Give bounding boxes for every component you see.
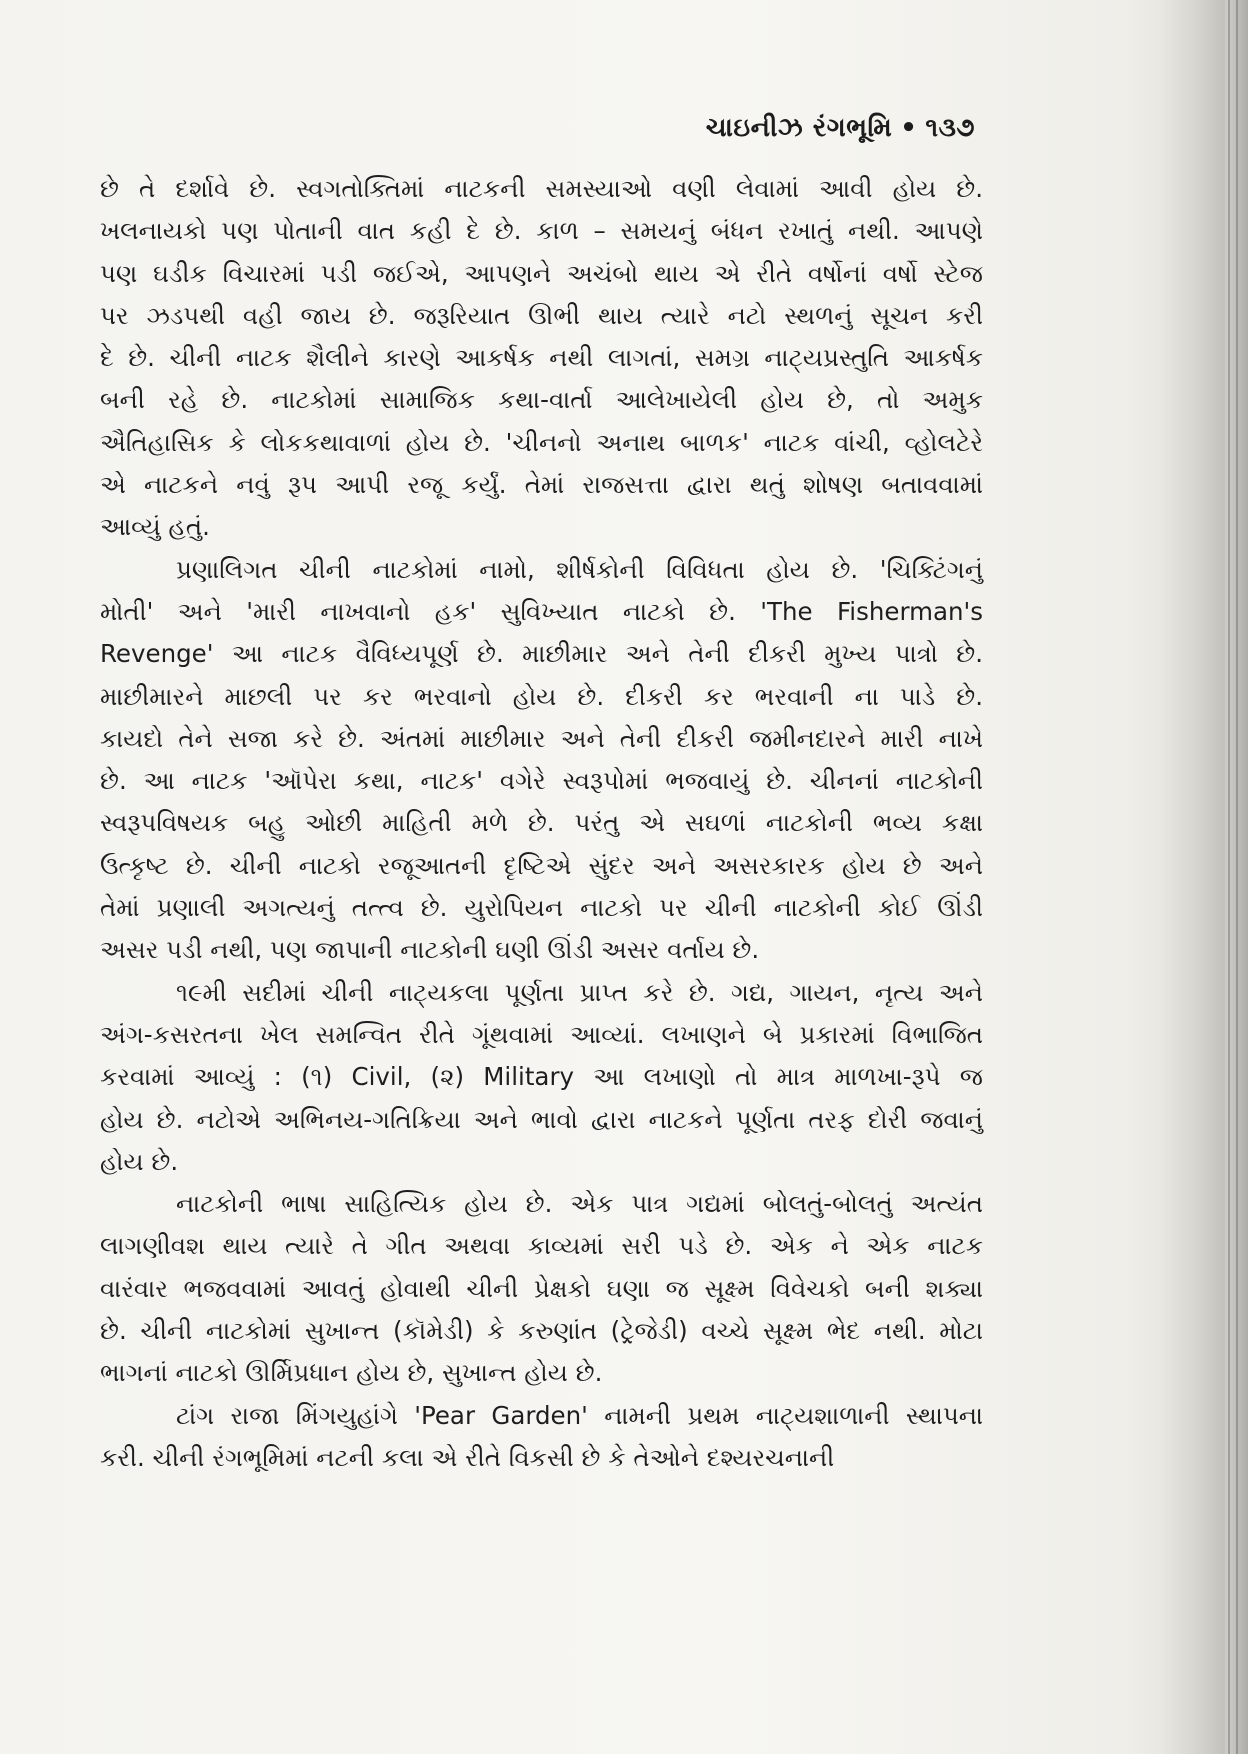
text-line: કાયદો તેને સજા કરે છે. અંતમાં માછીમાર અને તેની દીકરી જમીનદારને મારી નાખે — [100, 723, 983, 753]
text-line: ઉત્કૃષ્ટ છે. ચીની નાટકો રજૂઆતની દૃષ્ટિએ સુંદર અને અસરકારક હોય છે અને — [100, 850, 983, 880]
text-line: ઐતિહાસિક કે લોકકથાવાળાં હોય છે. 'ચીનનો અનાથ બાળક' નાટક વાંચી, વ્હોલટેરે — [100, 427, 983, 457]
text-line: કરી. ચીની રંગભૂમિમાં નટની કલા એ રીતે વિકસી છે કે તેઓને દશ્યરચનાની — [100, 1442, 835, 1472]
paragraph — [100, 972, 983, 1183]
body-text — [100, 168, 983, 1479]
text-line: ૧૯મી સદીમાં ચીની નાટ્યકલા પૂર્ણતા પ્રાપ્ત કરે છે. ગદ્ય, ગાયન, નૃત્ય અને — [176, 977, 983, 1007]
text-line: એ નાટકને નવું રૂપ આપી રજૂ કર્યું. તેમાં રાજસત્તા દ્વારા થતું શોષણ બતાવવામાં — [100, 470, 983, 500]
running-head-title: ચાઇનીઝ રંગભૂમિ — [705, 113, 893, 143]
text-line: છે. આ નાટક 'ઑપેરા કથા, નાટક' વગેરે સ્વરૂપોમાં ભજવાયું છે. ચીનનાં નાટકોની — [100, 766, 983, 796]
text-line: દે છે. ચીની નાટક શૈલીને કારણે આકર્ષક નથી લાગતાં, સમગ્ર નાટ્યપ્રસ્તુતિ આકર્ષક — [100, 343, 983, 373]
running-head — [706, 113, 975, 144]
paragraph — [100, 1395, 983, 1480]
text-line: ખલનાયકો પણ પોતાની વાત કહી દે છે. કાળ – સમયનું બંધન રખાતું નથી. આપણે — [100, 216, 983, 246]
text-line: હોય છે. નટોએ અભિનય-ગતિક્રિયા અને ભાવો દ્વારા નાટકને પૂર્ણતા તરફ દોરી જવાનું — [100, 1104, 983, 1134]
page-number: ૧૩૭ — [925, 113, 975, 143]
text-line: Revenge' આ નાટક વૈવિધ્યપૂર્ણ છે. માછીમાર અને તેની દીકરી મુખ્ય પાત્રો છે. — [100, 639, 983, 669]
text-line: પ્રણાલિગત ચીની નાટકોમાં નામો, શીર્ષકોની વિવિધતા હોય છે. 'ચિક્ટિંગનું — [176, 554, 983, 584]
text-line: વારંવાર ભજવવામાં આવતું હોવાથી ચીની પ્રેક્ષકો ઘણા જ સૂક્ષ્મ વિવેચકો બની શક્યા — [100, 1273, 983, 1303]
text-line: કરવામાં આવ્યું : (૧) Civil, (૨) Military આ લખાણો તો માત્ર માળખા-રૂપે જ — [100, 1062, 983, 1092]
running-head-separator: • — [900, 113, 918, 143]
text-line: છે. ચીની નાટકોમાં સુખાન્ત (કૉમેડી) કે કરુણાંત (ટ્રેજેડી) વચ્ચે સૂક્ષ્મ ભેદ નથી. મોટા — [100, 1316, 983, 1346]
page-edge-line — [1236, 0, 1238, 1754]
text-line: હોય છે. — [100, 1146, 179, 1176]
text-line: પણ ઘડીક વિચારમાં પડી જઈએ, આપણને અચંબો થાય એ રીતે વર્ષોનાં વર્ષો સ્ટેજ — [100, 258, 983, 288]
text-line: ભાગનાં નાટકો ઊર્મિપ્રધાન હોય છે, સુખાન્ત હોય છે. — [100, 1358, 603, 1388]
text-line: અંગ-કસરતના ખેલ સમન્વિત રીતે ગૂંથવામાં આવ્યાં. લખાણને બે પ્રકારમાં વિભાજિત — [100, 1019, 983, 1049]
text-line: માછીમારને માછલી પર કર ભરવાનો હોય છે. દીકરી કર ભરવાની ના પાડે છે. — [100, 681, 983, 711]
text-line: મોતી' અને 'મારી નાખવાનો હક' સુવિખ્યાત નાટકો છે. 'The Fisherman's — [100, 596, 983, 626]
text-line: ટાંગ રાજા મિંગયુહાંગે 'Pear Garden' નામની પ્રથમ નાટ્યશાળાની સ્થાપના — [176, 1400, 983, 1430]
text-line: પર ઝડપથી વહી જાય છે. જરૂરિયાત ઊભી થાય ત્યારે નટો સ્થળનું સૂચન કરી — [100, 300, 983, 330]
text-line: તેમાં પ્રણાલી અગત્યનું તત્ત્વ છે. યુરોપિયન નાટકો પર ચીની નાટકોની કોઈ ઊંડી — [100, 893, 983, 923]
text-line: સ્વરૂપવિષયક બહુ ઓછી માહિતી મળે છે. પરંતુ એ સઘળાં નાટકોની ભવ્ય કક્ષા — [100, 808, 983, 838]
text-line: નાટકોની ભાષા સાહિત્યિક હોય છે. એક પાત્ર ગદ્યમાં બોલતું-બોલતું અત્યંત — [176, 1189, 983, 1219]
paragraph — [100, 1183, 983, 1394]
text-line: છે તે દર્શાવે છે. સ્વગતોક્તિમાં નાટકની સમસ્યાઓ વણી લેવામાં આવી હોય છે. — [100, 174, 983, 203]
text-line: લાગણીવશ થાય ત્યારે તે ગીત અથવા કાવ્યમાં સરી પડે છે. એક ને એક નાટક — [100, 1231, 983, 1261]
text-line: આવ્યું હતું. — [100, 512, 210, 542]
page-edge-shadow — [1160, 0, 1248, 1754]
paragraph — [100, 549, 983, 972]
text-line: અસર પડી નથી, પણ જાપાની નાટકોની ઘણી ઊંડી અસર વર્તાય છે. — [100, 935, 760, 965]
text-line: બની રહે છે. નાટકોમાં સામાજિક કથા-વાર્તા આલેખાયેલી હોય છે, તો અમુક — [100, 385, 983, 415]
paragraph — [100, 168, 983, 549]
page-edge-line — [1228, 0, 1230, 1754]
